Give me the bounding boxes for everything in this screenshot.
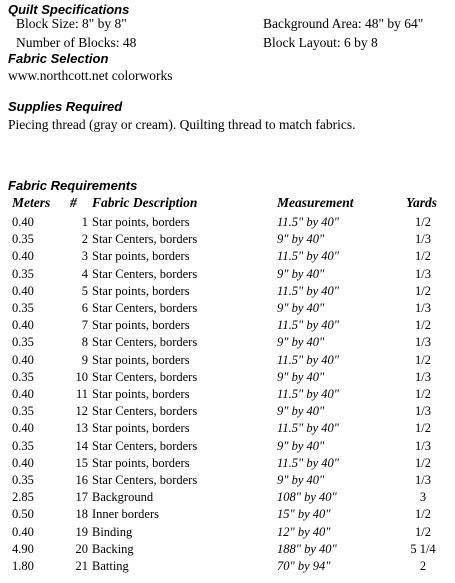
row-number: 17 [75,490,88,505]
row-measurement: 11.5" by 40" [277,283,339,298]
row-meters: 0.40 [12,524,34,539]
table-row [0,421,455,438]
row-description: Star Centers, borders [92,266,198,281]
row-description: Star Centers, borders [92,369,198,384]
row-yards: 1/2 [415,318,431,333]
row-number: 9 [81,352,88,367]
row-yards: 1/2 [415,524,431,539]
row-number: 10 [75,369,88,384]
row-yards: 3 [419,490,427,505]
row-description: Batting [92,559,129,573]
table-row [0,490,455,507]
row-number: 1 [81,215,88,229]
row-description: Inner borders [92,507,159,522]
col-number: # [70,195,77,210]
table-row [0,232,455,249]
block-layout: Block Layout: 6 by 8 [263,35,378,50]
row-yards: 1/3 [415,404,431,419]
supplies-heading: Supplies Required [8,99,123,114]
row-measurement: 15" by 40" [277,507,331,522]
table-row [0,542,455,559]
table-row [0,456,455,473]
row-meters: 0.35 [12,266,34,281]
row-description: Binding [92,524,133,539]
row-description: Star Centers, borders [92,404,198,419]
row-meters: 0.35 [12,473,34,487]
row-yards: 1/3 [415,266,431,281]
row-meters: 0.40 [12,387,34,401]
row-number: 20 [75,541,88,556]
row-meters: 0.35 [12,404,34,419]
row-meters: 0.40 [12,249,34,264]
table-row [0,215,455,232]
row-meters: 0.35 [12,335,34,350]
row-description: Star Centers, borders [92,335,198,350]
row-meters: 1.80 [12,559,34,573]
table-row [0,387,455,404]
fabric-selection-heading: Fabric Selection [8,51,109,66]
row-description: Star points, borders [92,421,190,436]
row-yards: 1/2 [415,507,431,522]
row-number: 2 [81,232,88,247]
row-description: Star points, borders [92,283,190,298]
supplies-text: Piecing thread (gray or cream). Quilting thread to match fabrics. [8,117,356,132]
quilt-specifications-heading: Quilt Specifications [8,2,130,17]
row-yards: 1/3 [415,473,431,487]
row-number: 18 [75,507,88,522]
row-description: Star points, borders [92,387,190,401]
row-number: 14 [75,438,88,453]
row-measurement: 11.5" by 40" [277,455,339,470]
row-meters: 4.90 [12,541,34,556]
row-number: 21 [75,559,88,573]
row-number: 7 [81,318,88,333]
row-number: 11 [75,387,88,401]
row-description: Star Centers, borders [92,232,198,247]
row-number: 12 [75,404,88,419]
row-measurement: 9" by 40" [277,473,325,487]
row-number: 4 [81,266,88,281]
col-description: Fabric Description [92,195,198,210]
row-description: Star points, borders [92,215,190,229]
row-description: Star Centers, borders [92,438,198,453]
row-measurement: 12" by 40" [277,524,331,539]
table-row [0,318,455,335]
row-meters: 0.40 [12,352,34,367]
table-row [0,439,455,456]
row-number: 6 [81,301,88,315]
row-description: Star points, borders [92,318,190,333]
row-measurement: 188" by 40" [277,541,337,556]
row-yards: 1/2 [415,215,431,229]
fabric-selection-text: www.northcott.net colorworks [8,68,173,83]
row-meters: 0.40 [12,421,34,436]
row-number: 3 [81,249,88,264]
table-row [0,507,455,524]
table-row [0,267,455,284]
col-yards: Yards [406,195,438,210]
table-row [0,559,455,576]
row-measurement: 11.5" by 40" [277,318,339,333]
row-number: 13 [75,421,88,436]
row-measurement: 9" by 40" [277,232,325,247]
row-description: Background [92,490,154,505]
row-measurement: 11.5" by 40" [277,249,339,264]
table-row [0,284,455,301]
row-yards: 1/3 [415,301,431,315]
block-size: Block Size: 8" by 8" [16,16,127,31]
row-meters: 0.35 [12,369,34,384]
row-measurement: 9" by 40" [277,301,325,315]
row-meters: 0.40 [12,455,34,470]
row-yards: 2 [419,559,427,573]
table-row [0,404,455,421]
row-meters: 0.40 [12,215,34,229]
row-meters: 0.35 [12,438,34,453]
row-measurement: 9" by 40" [277,438,325,453]
row-yards: 1/2 [415,249,431,264]
row-measurement: 108" by 40" [277,490,337,505]
table-row [0,525,455,542]
row-measurement: 9" by 40" [277,369,325,384]
row-measurement: 11.5" by 40" [277,352,339,367]
row-yards: 1/3 [415,232,431,247]
row-measurement: 70" by 94" [277,559,331,573]
row-description: Star points, borders [92,455,190,470]
row-measurement: 9" by 40" [277,266,325,281]
row-measurement: 11.5" by 40" [277,421,339,436]
row-meters: 0.35 [12,232,34,247]
row-description: Star Centers, borders [92,473,198,487]
row-number: 5 [81,283,88,298]
row-meters: 0.40 [12,318,34,333]
table-row [0,370,455,387]
background-area: Background Area: 48" by 64" [263,16,424,31]
row-number: 8 [81,335,88,350]
table-row [0,335,455,352]
col-measurement: Measurement [277,195,354,210]
row-yards: 1/2 [415,455,431,470]
number-of-blocks: Number of Blocks: 48 [16,35,137,50]
table-row [0,249,455,266]
row-yards: 1/2 [415,283,431,298]
row-meters: 0.40 [12,283,34,298]
row-description: Star points, borders [92,352,190,367]
row-measurement: 11.5" by 40" [277,215,339,229]
row-number: 16 [75,473,88,487]
table-row [0,473,455,490]
table-row [0,301,455,318]
row-number: 19 [75,524,88,539]
row-measurement: 9" by 40" [277,335,325,350]
row-description: Star Centers, borders [92,301,198,315]
row-description: Backing [92,541,134,556]
row-yards: 5 1/4 [410,541,436,556]
row-meters: 0.35 [12,301,34,315]
table-row [0,353,455,370]
row-yards: 1/3 [415,335,431,350]
fabric-requirements-heading: Fabric Requirements [8,178,138,193]
row-meters: 2.85 [12,490,34,505]
col-meters: Meters [12,195,51,210]
row-yards: 1/2 [415,387,431,401]
row-number: 15 [75,455,88,470]
row-meters: 0.50 [12,507,34,522]
row-yards: 1/2 [415,421,431,436]
row-measurement: 11.5" by 40" [277,387,339,401]
row-description: Star points, borders [92,249,190,264]
row-yards: 1/3 [415,369,431,384]
row-yards: 1/2 [415,352,431,367]
row-yards: 1/3 [415,438,431,453]
row-measurement: 9" by 40" [277,404,325,419]
